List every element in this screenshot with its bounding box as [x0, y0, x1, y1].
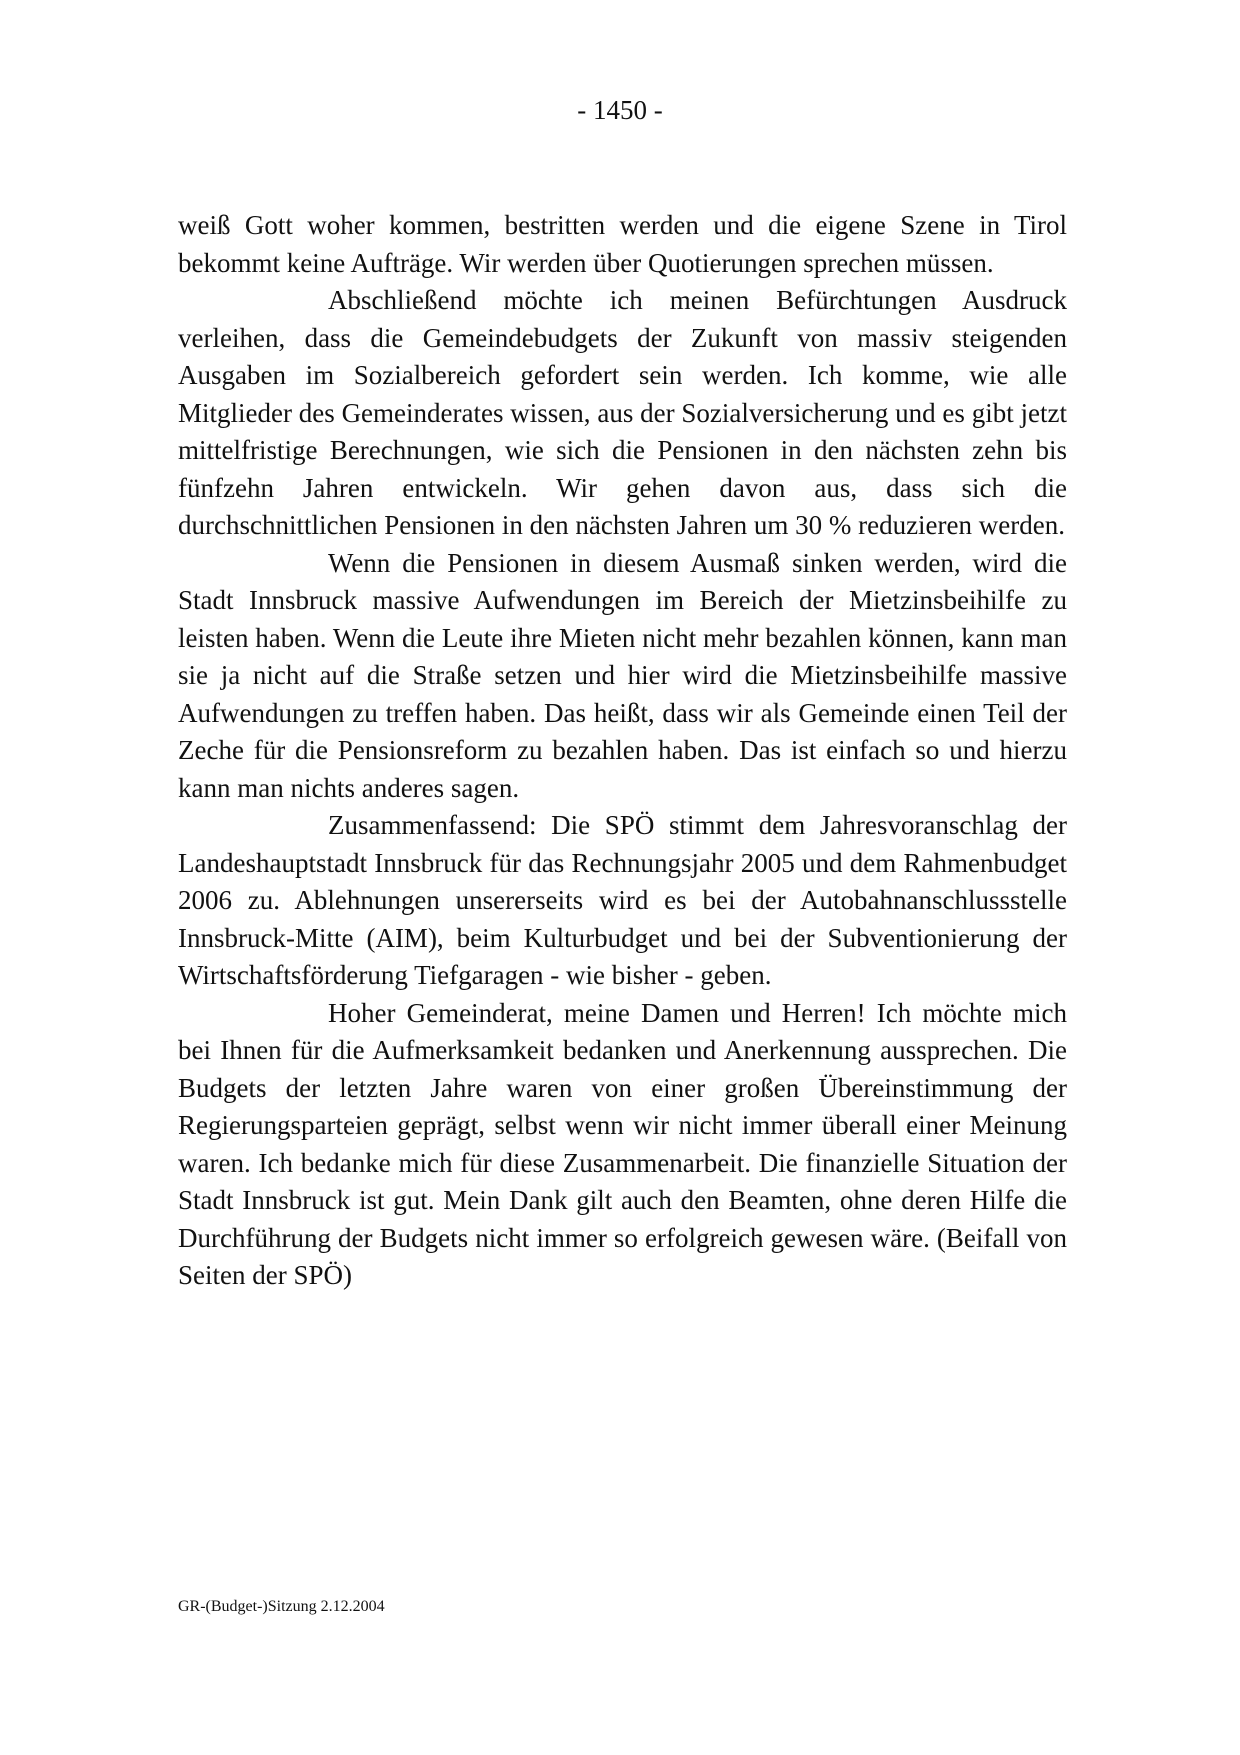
- paragraph: Zusammenfassend: Die SPÖ stimmt dem Jahresvoranschlag der Landeshauptstadt Innsbruck für das Rechnungsjahr 2005 und dem Rahmenbudget 2006 zu. Ablehnungen unsererseits wird es bei der Autobahnanschlussstelle Innsbruck-Mitte (AIM), beim Kulturbudget und bei der Subventionierung der Wirtschaftsförderung Tiefgaragen - wie bisher - geben.: [178, 810, 1067, 990]
- page-number: - 1450 -: [577, 95, 663, 125]
- paragraph: weiß Gott woher kommen, bestritten werden und die eigene Szene in Tirol bekommt keine Aufträge. Wir werden über Quotierungen sprechen müssen.: [178, 210, 1067, 278]
- footer-session-label: GR-(Budget-)Sitzung 2.12.2004: [178, 1598, 385, 1615]
- paragraph: Hoher Gemeinderat, meine Damen und Herren! Ich möchte mich bei Ihnen für die Aufmerksamkeit bedanken und Anerkennung aussprechen. Die Budgets der letzten Jahre waren von einer großen Übereinstimmung der Regierungsparteien geprägt, selbst wenn wir nicht immer überall einer Meinung waren. Ich bedanke mich für diese Zusammenarbeit. Die finanzielle Situation der Stadt Innsbruck ist gut. Mein Dank gilt auch den Beamten, ohne deren Hilfe die Durchführung der Budgets nicht immer so erfolgreich gewesen wäre. (Beifall von Seiten der SPÖ): [178, 997, 1067, 1290]
- paragraph: Abschließend möchte ich meinen Befürchtungen Ausdruck verleihen, dass die Gemeindebudgets der Zukunft von massiv steigenden Ausgaben im Sozialbereich gefordert sein werden. Ich komme, wie alle Mitglieder des Gemeinderates wissen, aus der Sozialversicherung und es gibt jetzt mittelfristige Berechnungen, wie sich die Pensionen in den nächsten zehn bis fünfzehn Jahren entwickeln. Wir gehen davon aus, dass sich die durchschnittlichen Pensionen in den nächsten Jahren um 30 % reduzieren werden.: [178, 285, 1067, 540]
- paragraph: Wenn die Pensionen in diesem Ausmaß sinken werden, wird die Stadt Innsbruck massive Aufwendungen im Bereich der Mietzinsbeihilfe zu leisten haben. Wenn die Leute ihre Mieten nicht mehr bezahlen können, kann man sie ja nicht auf die Straße setzen und hier wird die Mietzinsbeihilfe massive Aufwendungen zu treffen haben. Das heißt, dass wir als Gemeinde einen Teil der Zeche für die Pensionsreform zu bezahlen haben. Das ist einfach so und hierzu kann man nichts anderes sagen.: [178, 547, 1067, 803]
- body-text: [178, 207, 1067, 1295]
